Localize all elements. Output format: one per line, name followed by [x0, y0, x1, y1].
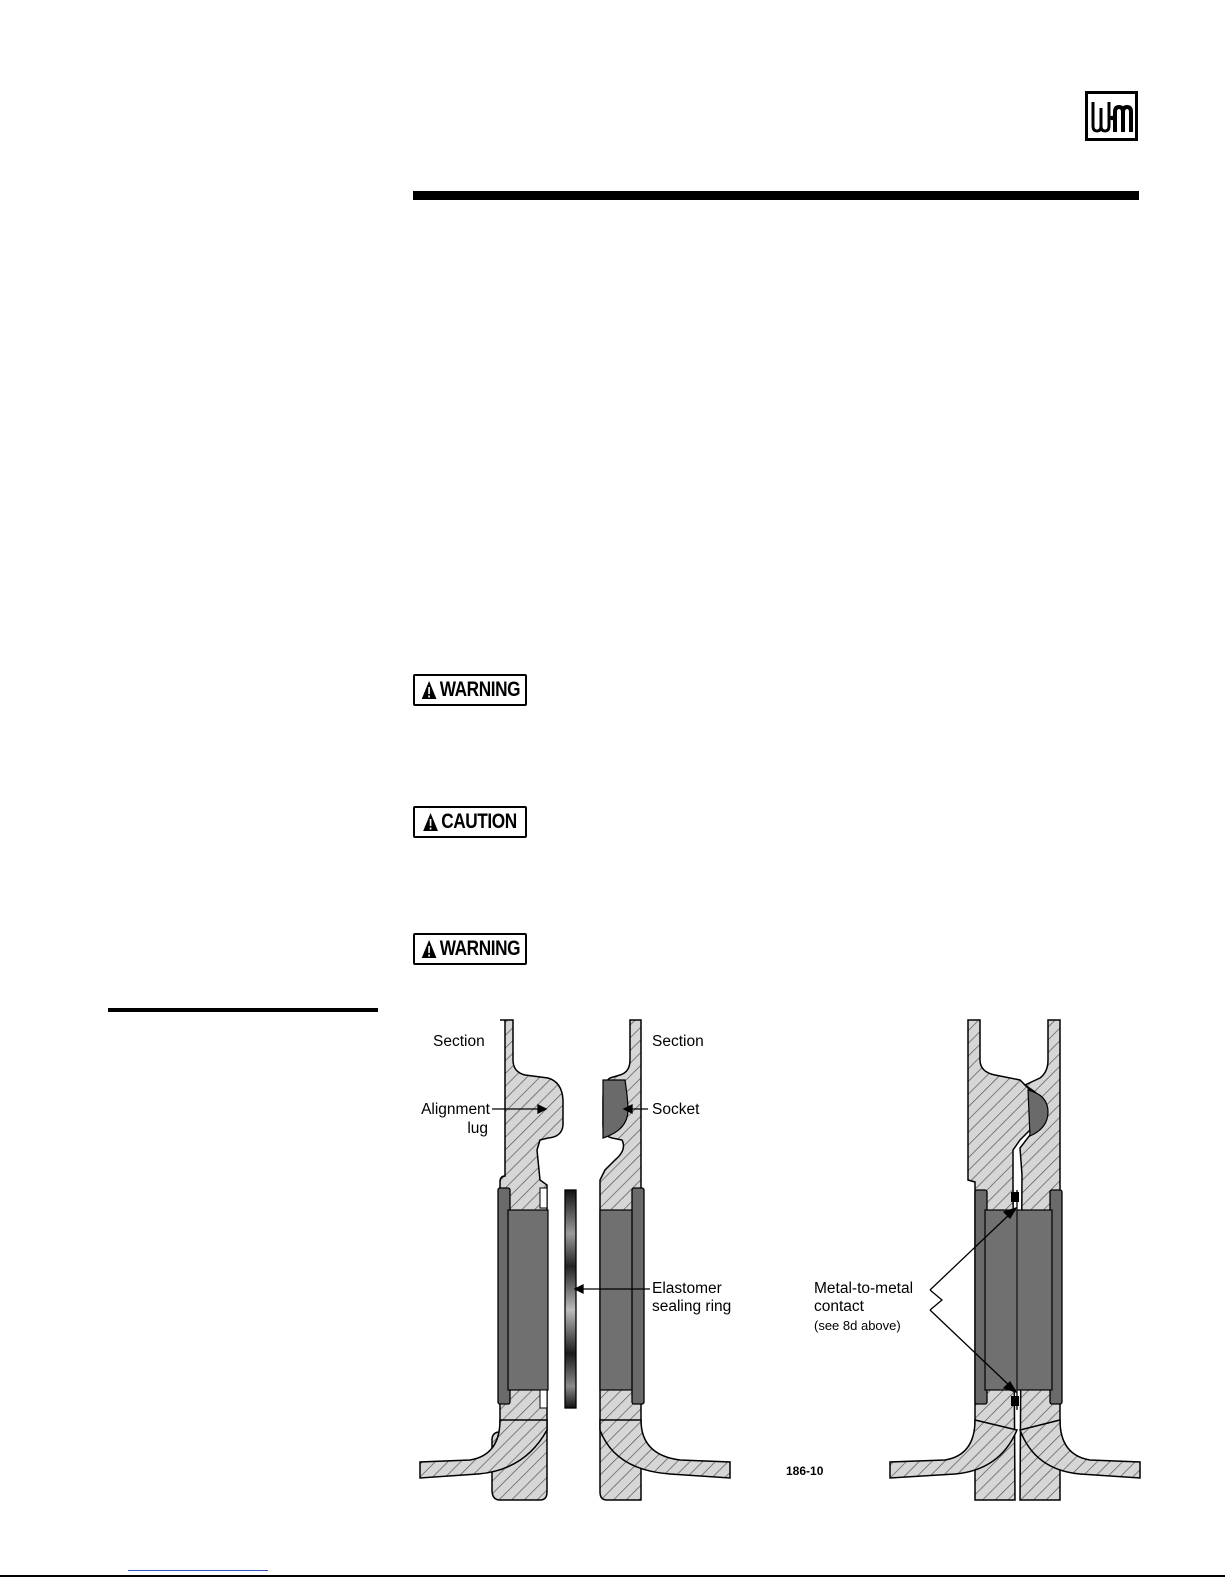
elastomer-label: Elastomer	[652, 1280, 722, 1297]
page-bottom-rule	[0, 1575, 1225, 1577]
metal-contact-label: Metal-to-metal	[814, 1280, 914, 1297]
warning-label: WARNING	[439, 937, 520, 960]
elastomer-sealing-ring	[565, 1190, 576, 1408]
bottom-link-underline	[128, 1570, 268, 1571]
metal-contact-note: (see 8d above)	[814, 1318, 901, 1333]
figure-id: 186-10	[786, 1464, 824, 1478]
alignment-lug-label: Alignment	[421, 1101, 490, 1118]
caution-label: CAUTION	[441, 810, 518, 833]
socket-label: Socket	[652, 1101, 700, 1118]
alignment-lug-label-2: lug	[467, 1120, 488, 1137]
section-label-left: Section	[433, 1033, 485, 1050]
left-housing-segment	[420, 1020, 563, 1500]
warning-label: WARNING	[439, 678, 520, 701]
assembled-coupling	[890, 1020, 1140, 1500]
metal-contact-label-2: contact	[814, 1298, 864, 1315]
right-housing-segment	[600, 1020, 730, 1500]
elastomer-label-2: sealing ring	[652, 1298, 732, 1315]
section-label-right: Section	[652, 1033, 704, 1050]
